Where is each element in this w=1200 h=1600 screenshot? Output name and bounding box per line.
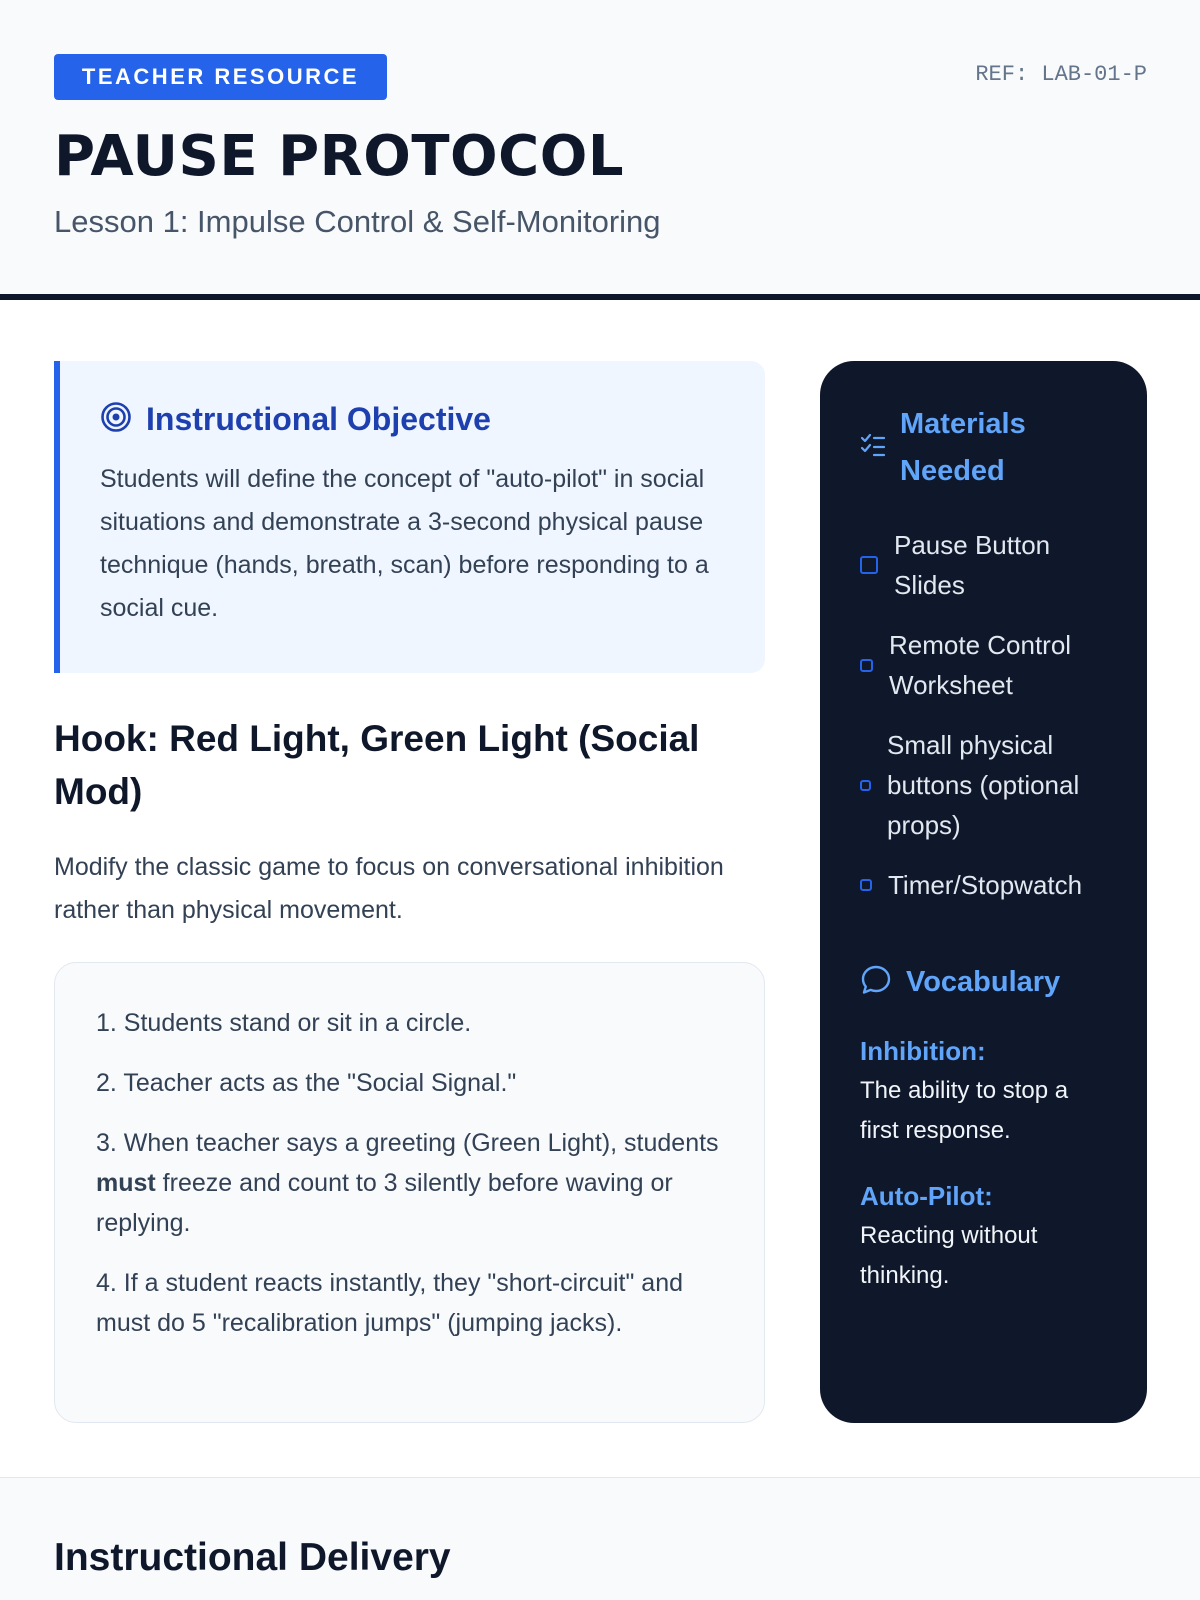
step-3-text-after: freeze and count to 3 silently before waving or replying. xyxy=(96,1169,673,1237)
objective-text: Students will define the concept of "auto-pilot" in social situations and demonstrate a 3-second physical pause technique (hands, breath, scan) before responding to a social cue. xyxy=(100,465,709,622)
hook-title: Hook: Red Light, Green Light (Social Mod) xyxy=(54,718,700,812)
materials-list xyxy=(860,525,1107,905)
vocabulary-entry xyxy=(860,1036,1107,1151)
vocabulary-header xyxy=(860,959,1107,1006)
vocabulary-definition: Reacting without thinking. xyxy=(860,1222,1038,1289)
checkbox-icon xyxy=(860,780,871,791)
lesson-subtitle: Lesson 1: Impulse Control & Self-Monitoring xyxy=(54,204,661,239)
sidebar xyxy=(820,361,1147,1423)
material-item xyxy=(860,865,1107,905)
material-item xyxy=(860,725,1107,845)
step-1: 1. Students stand or sit in a circle. xyxy=(96,1009,472,1037)
page-title: PAUSE PROTOCOL xyxy=(54,124,625,189)
objective-header xyxy=(100,401,725,438)
speech-bubble-icon xyxy=(860,964,892,1001)
hook-steps-card xyxy=(54,962,765,1423)
step-3-text-before: 3. When teacher says a greeting (Green Light), students xyxy=(96,1129,719,1157)
hook-description: Modify the classic game to focus on conversational inhibition rather than physical movement. xyxy=(54,853,724,924)
step-2: 2. Teacher acts as the "Social Signal." xyxy=(96,1069,517,1097)
material-label: Remote Control Worksheet xyxy=(889,630,1072,700)
vocabulary-definition: The ability to stop a first response. xyxy=(860,1077,1069,1144)
materials-header xyxy=(860,401,1107,495)
vocabulary-term: Auto-Pilot: xyxy=(860,1181,993,1211)
step-3 xyxy=(96,1123,724,1243)
step-4: 4. If a student reacts instantly, they "short-circuit" and must do 5 "recalibration jumps" (jumping jacks). xyxy=(96,1269,683,1337)
material-label: Timer/Stopwatch xyxy=(888,870,1083,900)
vocabulary-title: Vocabulary xyxy=(906,966,1061,998)
materials-title: Materials Needed xyxy=(900,408,1026,487)
objective-card xyxy=(54,361,765,673)
header xyxy=(0,0,1200,300)
checkbox-icon xyxy=(860,556,878,574)
checklist-icon xyxy=(860,433,886,464)
step-3-emphasis: must xyxy=(96,1169,156,1197)
material-item xyxy=(860,525,1107,605)
material-label: Small physical buttons (optional props) xyxy=(887,730,1080,840)
checkbox-icon xyxy=(860,879,872,891)
reference-code: REF: LAB-01-P xyxy=(975,62,1147,87)
objective-title: Instructional Objective xyxy=(146,401,491,437)
material-item xyxy=(860,625,1107,705)
checkbox-icon xyxy=(860,659,873,672)
teacher-resource-badge: TEACHER RESOURCE xyxy=(54,54,387,100)
target-icon xyxy=(100,401,132,438)
vocabulary-term: Inhibition: xyxy=(860,1036,986,1066)
section-title: Instructional Delivery xyxy=(54,1536,451,1579)
footer-section xyxy=(0,1477,1200,1600)
material-label: Pause Button Slides xyxy=(894,530,1051,600)
vocabulary-entry xyxy=(860,1181,1107,1296)
